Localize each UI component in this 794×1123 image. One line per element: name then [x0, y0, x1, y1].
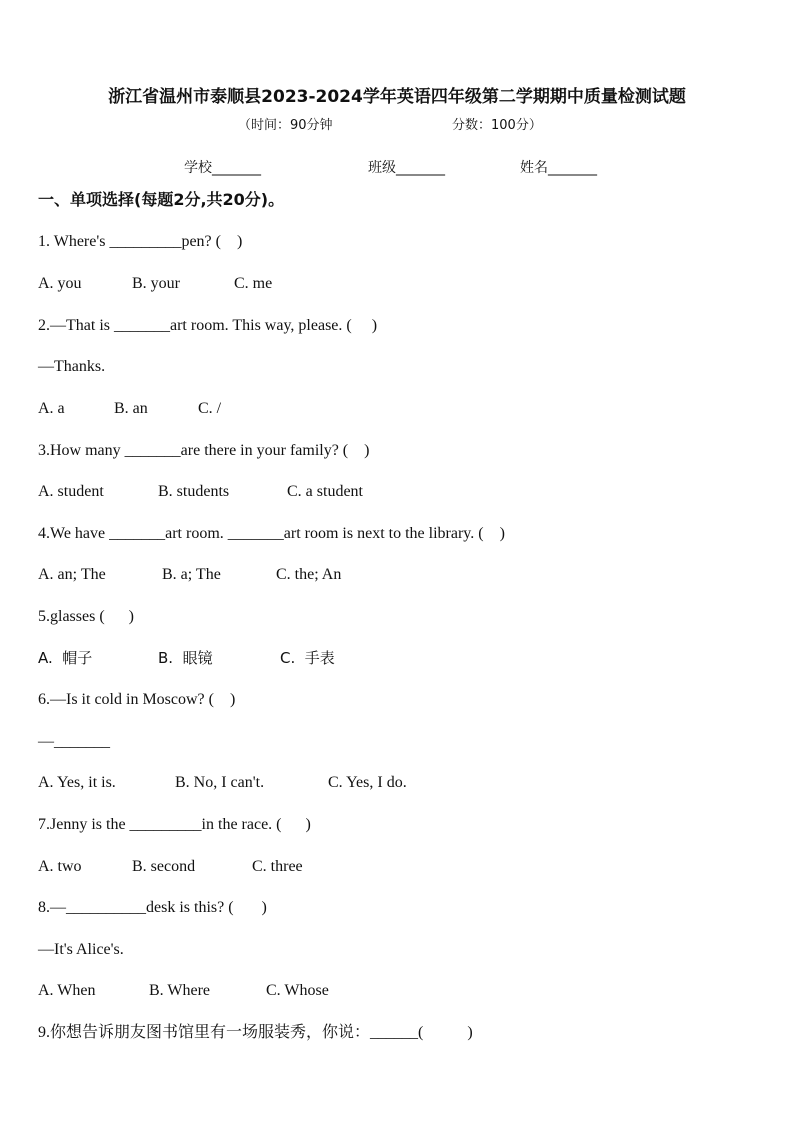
option-c: C. three — [252, 858, 303, 875]
question-stem: 6.—Is it cold in Moscow? ( ) — [38, 691, 236, 708]
option-c: C. Whose — [266, 982, 329, 999]
option-c: C. the; An — [276, 566, 342, 583]
question-stem: 8.—__________desk is this? ( ) — [38, 899, 267, 916]
question-stem: 2.—That is _______art room. This way, please. ( ) — [38, 317, 378, 334]
option-b: B. your — [132, 275, 180, 292]
question-stem: 9.你想告诉朋友图书馆里有一场服装秀，你说：______( ) — [38, 1024, 473, 1041]
option-a: A. student — [38, 483, 104, 500]
question-stem: 3.How many _______are there in your family? ( ) — [38, 442, 370, 459]
school-field: 学校_______ — [184, 160, 261, 176]
option-a: A. two — [38, 858, 82, 875]
name-field: 姓名_______ — [520, 160, 597, 176]
option-c: C. a student — [287, 483, 363, 500]
question-response: —Thanks. — [38, 358, 106, 375]
option-a: A. Yes, it is. — [38, 774, 116, 791]
option-b: B. No, I can't. — [175, 774, 265, 791]
option-a: A. When — [38, 982, 96, 999]
option-a: A. a — [38, 400, 65, 417]
exam-score: 分数：100分） — [452, 118, 542, 133]
option-a: A. you — [38, 275, 82, 292]
option-b: B. a; The — [162, 566, 221, 583]
option-a: A. 帽子 — [38, 649, 93, 667]
section-heading: 一、单项选择(每题2分,共20分)。 — [38, 190, 285, 209]
option-b: B. second — [132, 858, 196, 875]
option-b: B. students — [158, 483, 230, 500]
option-b: B. an — [114, 400, 148, 417]
page-title: 浙江省温州市泰顺县2023-2024学年英语四年级第二学期期中质量检测试题 — [108, 87, 686, 107]
option-b: B. 眼镜 — [158, 649, 213, 667]
question-stem: 5.glasses ( ) — [38, 608, 134, 625]
option-a: A. an; The — [38, 566, 106, 583]
question-stem: 7.Jenny is the _________in the race. ( ) — [38, 816, 311, 833]
option-c: C. / — [198, 400, 222, 417]
option-c: C. me — [234, 275, 273, 292]
question-stem: 4.We have _______art room. _______art room is next to the library. ( ) — [38, 525, 505, 542]
question-response: —It's Alice's. — [38, 941, 124, 958]
question-response: —_______ — [38, 733, 110, 750]
option-b: B. Where — [149, 982, 211, 999]
question-stem: 1. Where's _________pen? ( ) — [38, 233, 243, 250]
option-c: C. Yes, I do. — [328, 774, 407, 791]
class-field: 班级_______ — [368, 160, 445, 176]
exam-time: （时间：90分钟 — [238, 118, 333, 133]
option-c: C. 手表 — [280, 649, 335, 667]
